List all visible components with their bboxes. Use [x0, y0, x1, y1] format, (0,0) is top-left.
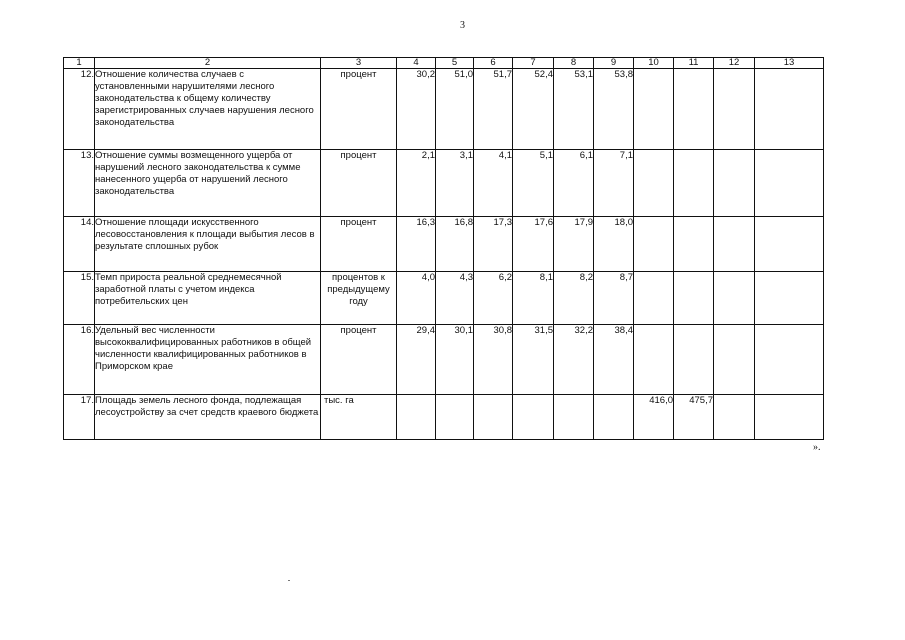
column-header: 4 [397, 58, 436, 69]
value-cell [634, 69, 674, 150]
indicator-name: Площадь земель лесного фонда, подлежащая лесоустройству за счет средств краевого бюджета [95, 395, 321, 440]
column-header: 7 [513, 58, 554, 69]
table-row [64, 325, 824, 395]
value-cell [474, 395, 513, 440]
value-cell: 16,3 [397, 217, 436, 272]
unit-cell: процент [321, 217, 397, 272]
value-cell: 17,9 [554, 217, 594, 272]
value-cell [674, 150, 714, 217]
value-cell [714, 325, 755, 395]
value-cell: 475,7 [674, 395, 714, 440]
row-number: 13. [64, 150, 95, 217]
column-header: 1 [64, 58, 95, 69]
closing-quote-mark: ». [813, 442, 821, 453]
scan-speck [288, 580, 290, 581]
table-row [64, 395, 824, 440]
value-cell [634, 272, 674, 325]
table-row [64, 217, 824, 272]
value-cell: 51,0 [436, 69, 474, 150]
value-cell [714, 69, 755, 150]
value-cell [674, 69, 714, 150]
value-cell [714, 217, 755, 272]
column-header: 10 [634, 58, 674, 69]
value-cell: 6,2 [474, 272, 513, 325]
unit-cell: процентов к предыдущему году [321, 272, 397, 325]
value-cell: 32,2 [554, 325, 594, 395]
row-number: 17. [64, 395, 95, 440]
value-cell [755, 325, 824, 395]
value-cell: 30,1 [436, 325, 474, 395]
unit-cell: процент [321, 150, 397, 217]
row-number: 12. [64, 69, 95, 150]
value-cell [397, 395, 436, 440]
column-header: 2 [95, 58, 321, 69]
column-header: 11 [674, 58, 714, 69]
value-cell: 16,8 [436, 217, 474, 272]
value-cell [554, 395, 594, 440]
column-header: 3 [321, 58, 397, 69]
value-cell: 8,7 [594, 272, 634, 325]
value-cell [714, 395, 755, 440]
page-number: 3 [460, 20, 465, 31]
table-row [64, 69, 824, 150]
value-cell: 53,8 [594, 69, 634, 150]
indicator-name: Отношение площади искусственного лесовосстановления к площади выбытия лесов в результате сплошных рубок [95, 217, 321, 272]
unit-cell: процент [321, 69, 397, 150]
value-cell: 30,2 [397, 69, 436, 150]
value-cell: 6,1 [554, 150, 594, 217]
value-cell: 4,0 [397, 272, 436, 325]
indicators-table [63, 57, 824, 440]
value-cell [634, 217, 674, 272]
value-cell: 5,1 [513, 150, 554, 217]
column-header: 5 [436, 58, 474, 69]
value-cell: 31,5 [513, 325, 554, 395]
value-cell: 30,8 [474, 325, 513, 395]
value-cell [755, 150, 824, 217]
value-cell [594, 395, 634, 440]
value-cell [714, 272, 755, 325]
unit-cell: процент [321, 325, 397, 395]
row-number: 15. [64, 272, 95, 325]
indicator-name: Темп прироста реальной среднемесячной заработной платы с учетом индекса потребительских цен [95, 272, 321, 325]
header-row [64, 58, 824, 69]
value-cell: 4,1 [474, 150, 513, 217]
value-cell [755, 395, 824, 440]
value-cell [634, 150, 674, 217]
value-cell: 38,4 [594, 325, 634, 395]
row-number: 14. [64, 217, 95, 272]
value-cell [674, 217, 714, 272]
column-header: 9 [594, 58, 634, 69]
value-cell: 8,1 [513, 272, 554, 325]
value-cell [436, 395, 474, 440]
column-header: 6 [474, 58, 513, 69]
value-cell [513, 395, 554, 440]
value-cell: 29,4 [397, 325, 436, 395]
value-cell: 416,0 [634, 395, 674, 440]
column-header: 8 [554, 58, 594, 69]
value-cell [714, 150, 755, 217]
value-cell: 8,2 [554, 272, 594, 325]
value-cell [755, 69, 824, 150]
unit-cell: тыс. га [321, 395, 397, 440]
value-cell [674, 325, 714, 395]
row-number: 16. [64, 325, 95, 395]
value-cell [755, 217, 824, 272]
value-cell: 17,6 [513, 217, 554, 272]
value-cell: 7,1 [594, 150, 634, 217]
indicator-name: Отношение количества случаев с установленными нарушителями лесного законодательства к общему количеству зарегистрированных случаев нарушения лесного законодательства [95, 69, 321, 150]
column-header: 13 [755, 58, 824, 69]
value-cell [634, 325, 674, 395]
value-cell: 52,4 [513, 69, 554, 150]
column-header: 12 [714, 58, 755, 69]
value-cell: 18,0 [594, 217, 634, 272]
value-cell: 3,1 [436, 150, 474, 217]
value-cell: 17,3 [474, 217, 513, 272]
value-cell: 51,7 [474, 69, 513, 150]
value-cell [755, 272, 824, 325]
table-row [64, 150, 824, 217]
indicator-name: Удельный вес численности высококвалифицированных работников в общей численности квалифицированных работников в Приморском крае [95, 325, 321, 395]
table-row [64, 272, 824, 325]
value-cell: 2,1 [397, 150, 436, 217]
indicator-name: Отношение суммы возмещенного ущерба от нарушений лесного законодательства к сумме нанесенного ущерба от нарушений лесного законодательства [95, 150, 321, 217]
value-cell: 53,1 [554, 69, 594, 150]
value-cell: 4,3 [436, 272, 474, 325]
value-cell [674, 272, 714, 325]
